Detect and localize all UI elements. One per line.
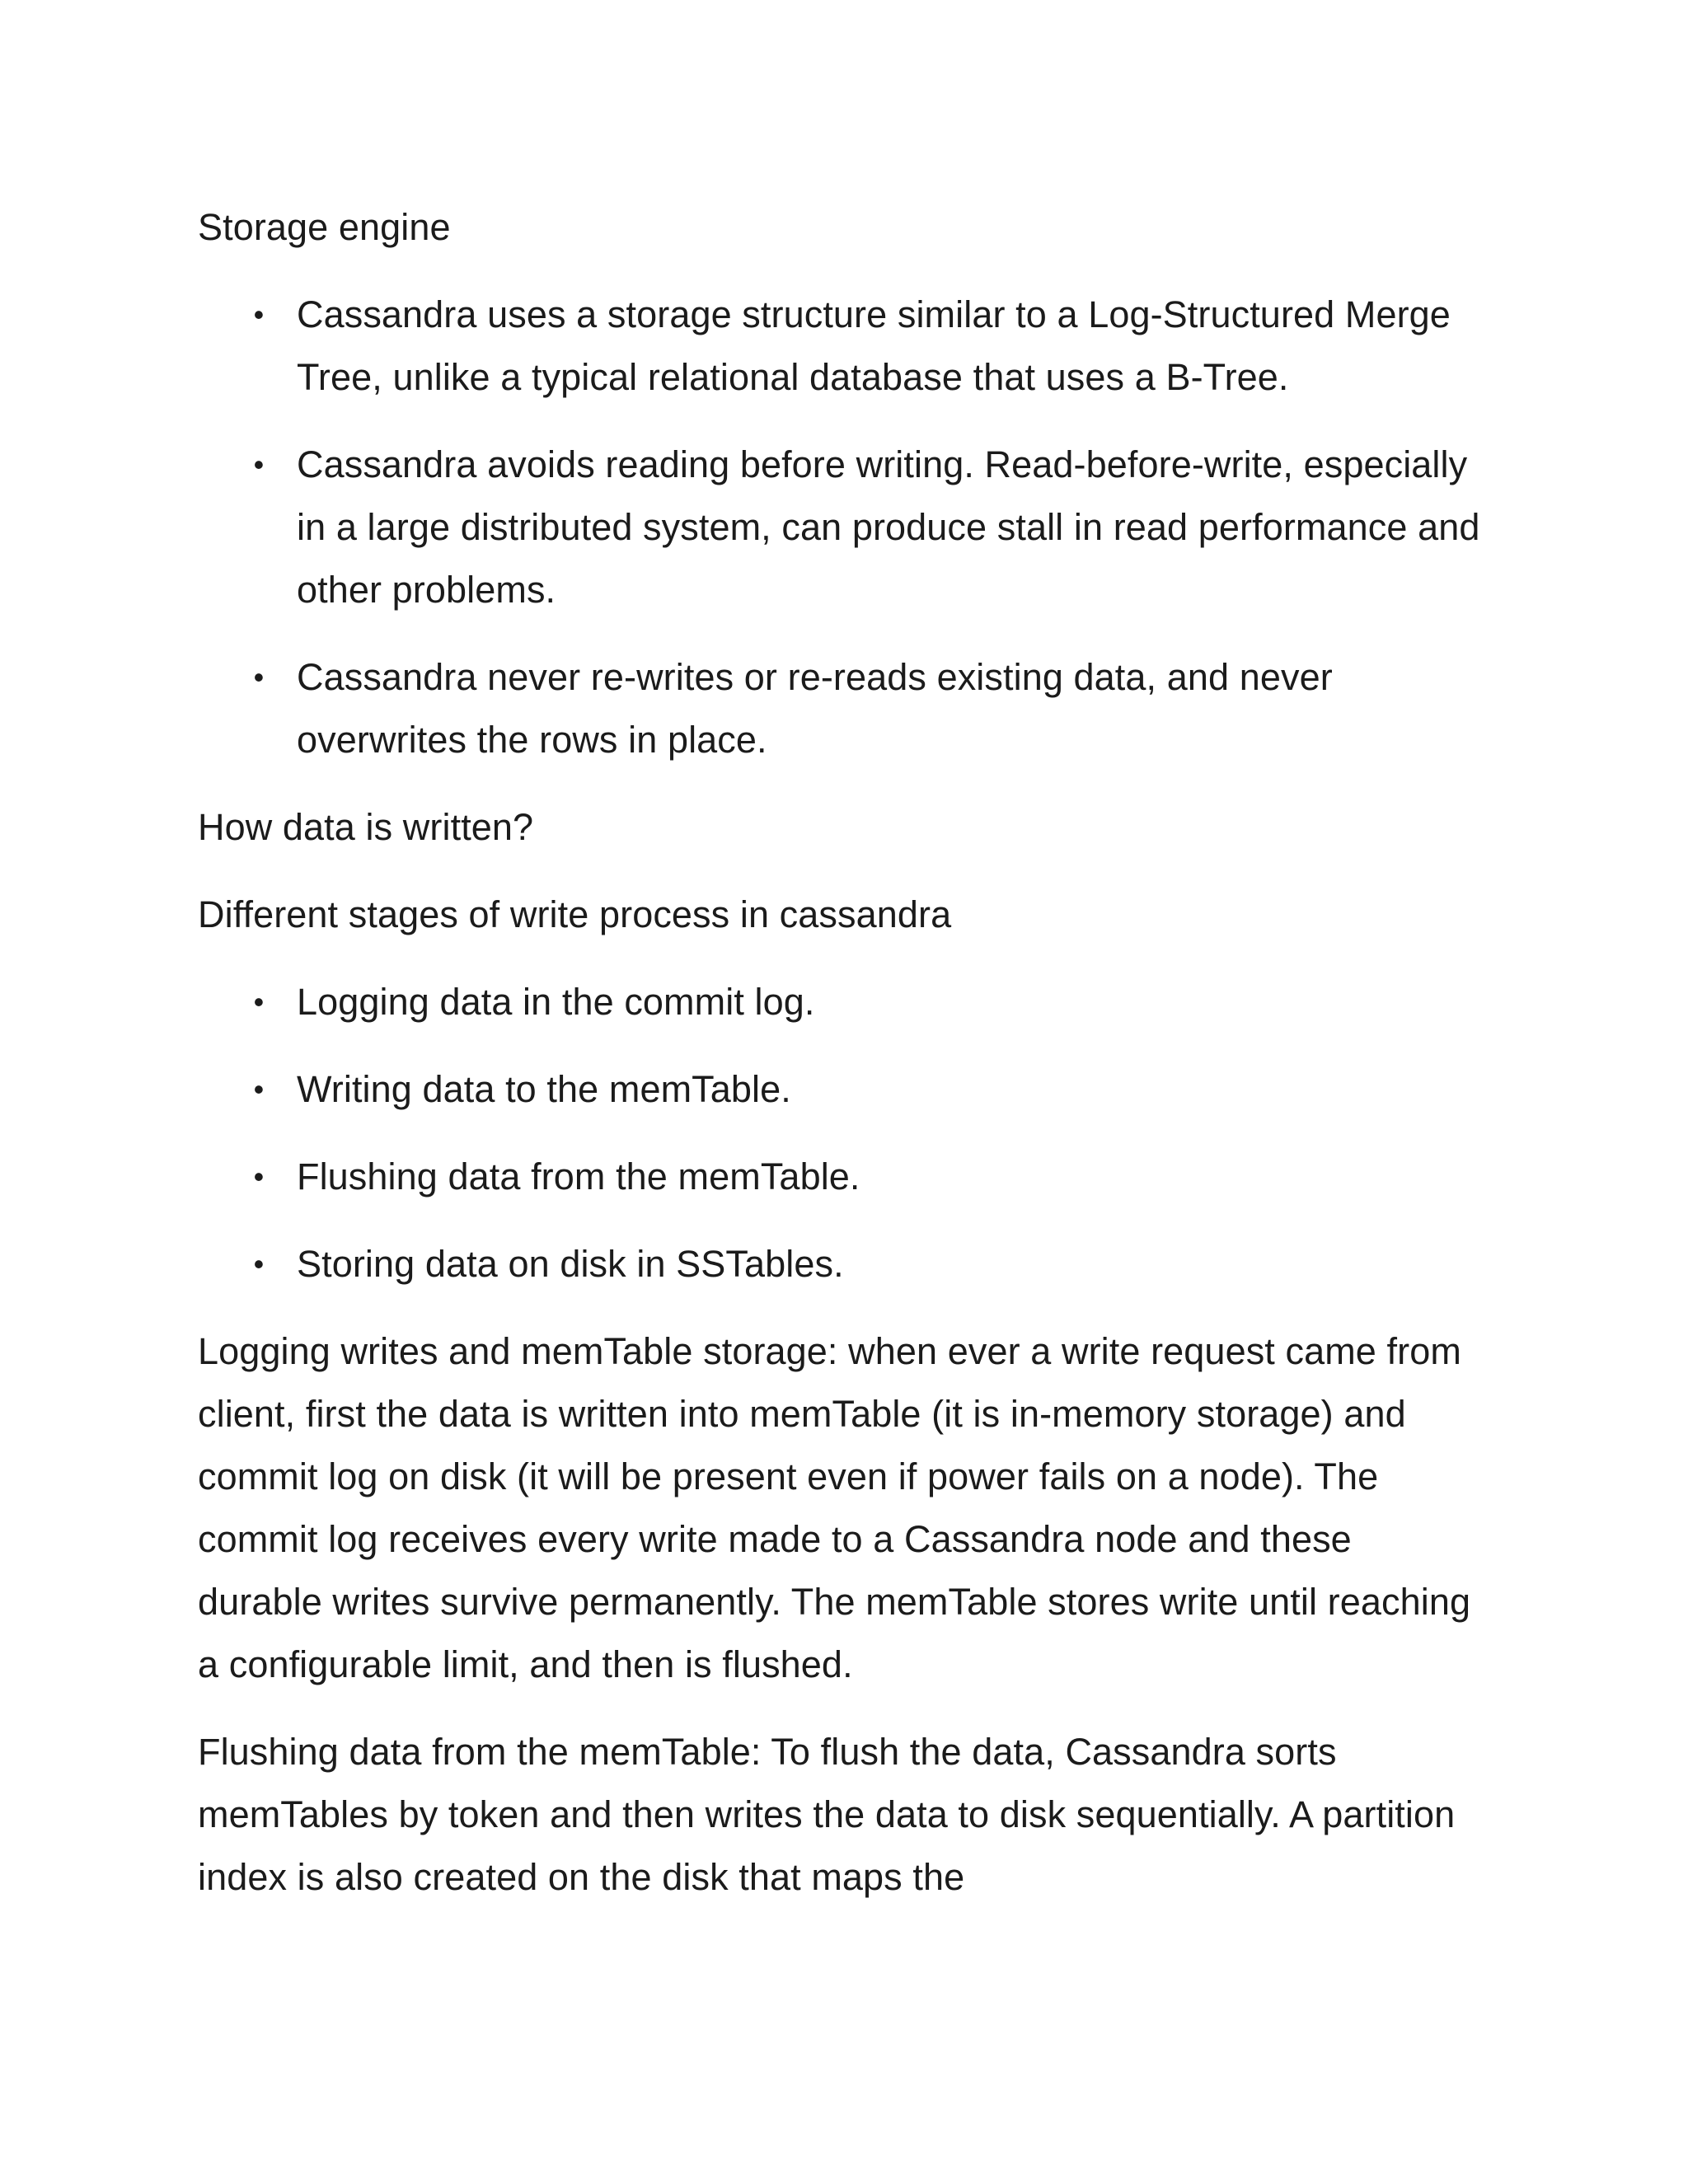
stages-intro: Different stages of write process in cassandra <box>198 893 952 935</box>
list-item-text: Flushing data from the memTable. <box>297 1155 860 1197</box>
document-body <box>198 196 1484 1933</box>
bullet-icon <box>249 971 269 1033</box>
list-item <box>198 971 1484 1033</box>
bullet-icon <box>249 434 269 496</box>
list-item <box>198 1058 1484 1121</box>
bullet-icon <box>249 1233 269 1296</box>
list-item <box>198 284 1484 409</box>
list-item-text: Storing data on disk in SSTables. <box>297 1243 844 1285</box>
write-stages-list <box>198 971 1484 1296</box>
bullet-icon <box>249 646 269 709</box>
list-item-text: Cassandra avoids reading before writing. Read-before-write, especially in a large distributed system, can produce stall in read performance and other problems. <box>297 443 1480 611</box>
bullet-icon <box>249 284 269 346</box>
heading-how-data-is-written: How data is written? <box>198 806 534 848</box>
list-item-text: Writing data to the memTable. <box>297 1068 791 1110</box>
storage-engine-list <box>198 284 1484 771</box>
list-item-text: Logging data in the commit log. <box>297 981 815 1023</box>
list-item <box>198 434 1484 621</box>
list-item <box>198 1233 1484 1296</box>
paragraph-logging-writes: Logging writes and memTable storage: when ever a write request came from client, first the data is written into memTable (it is in-memory storage) and commit log on disk (it will be present even if power fails on a node). The commit log receives every write made to a Cassandra node and these durable writes survive permanently. The memTable stores write until reaching a configurable limit, and then is flushed. <box>198 1330 1471 1685</box>
heading-storage-engine: Storage engine <box>198 206 451 248</box>
bullet-icon <box>249 1146 269 1208</box>
bullet-icon <box>249 1058 269 1121</box>
list-item-text: Cassandra never re-writes or re-reads existing data, and never overwrites the rows in place. <box>297 656 1333 761</box>
list-item-text: Cassandra uses a storage structure similar to a Log-Structured Merge Tree, unlike a typical relational database that uses a B-Tree. <box>297 293 1451 398</box>
list-item <box>198 1146 1484 1208</box>
paragraph-flushing-data: Flushing data from the memTable: To flush the data, Cassandra sorts memTables by token and then writes the data to disk sequentially. A partition index is also created on the disk that maps the <box>198 1731 1456 1898</box>
list-item <box>198 646 1484 771</box>
